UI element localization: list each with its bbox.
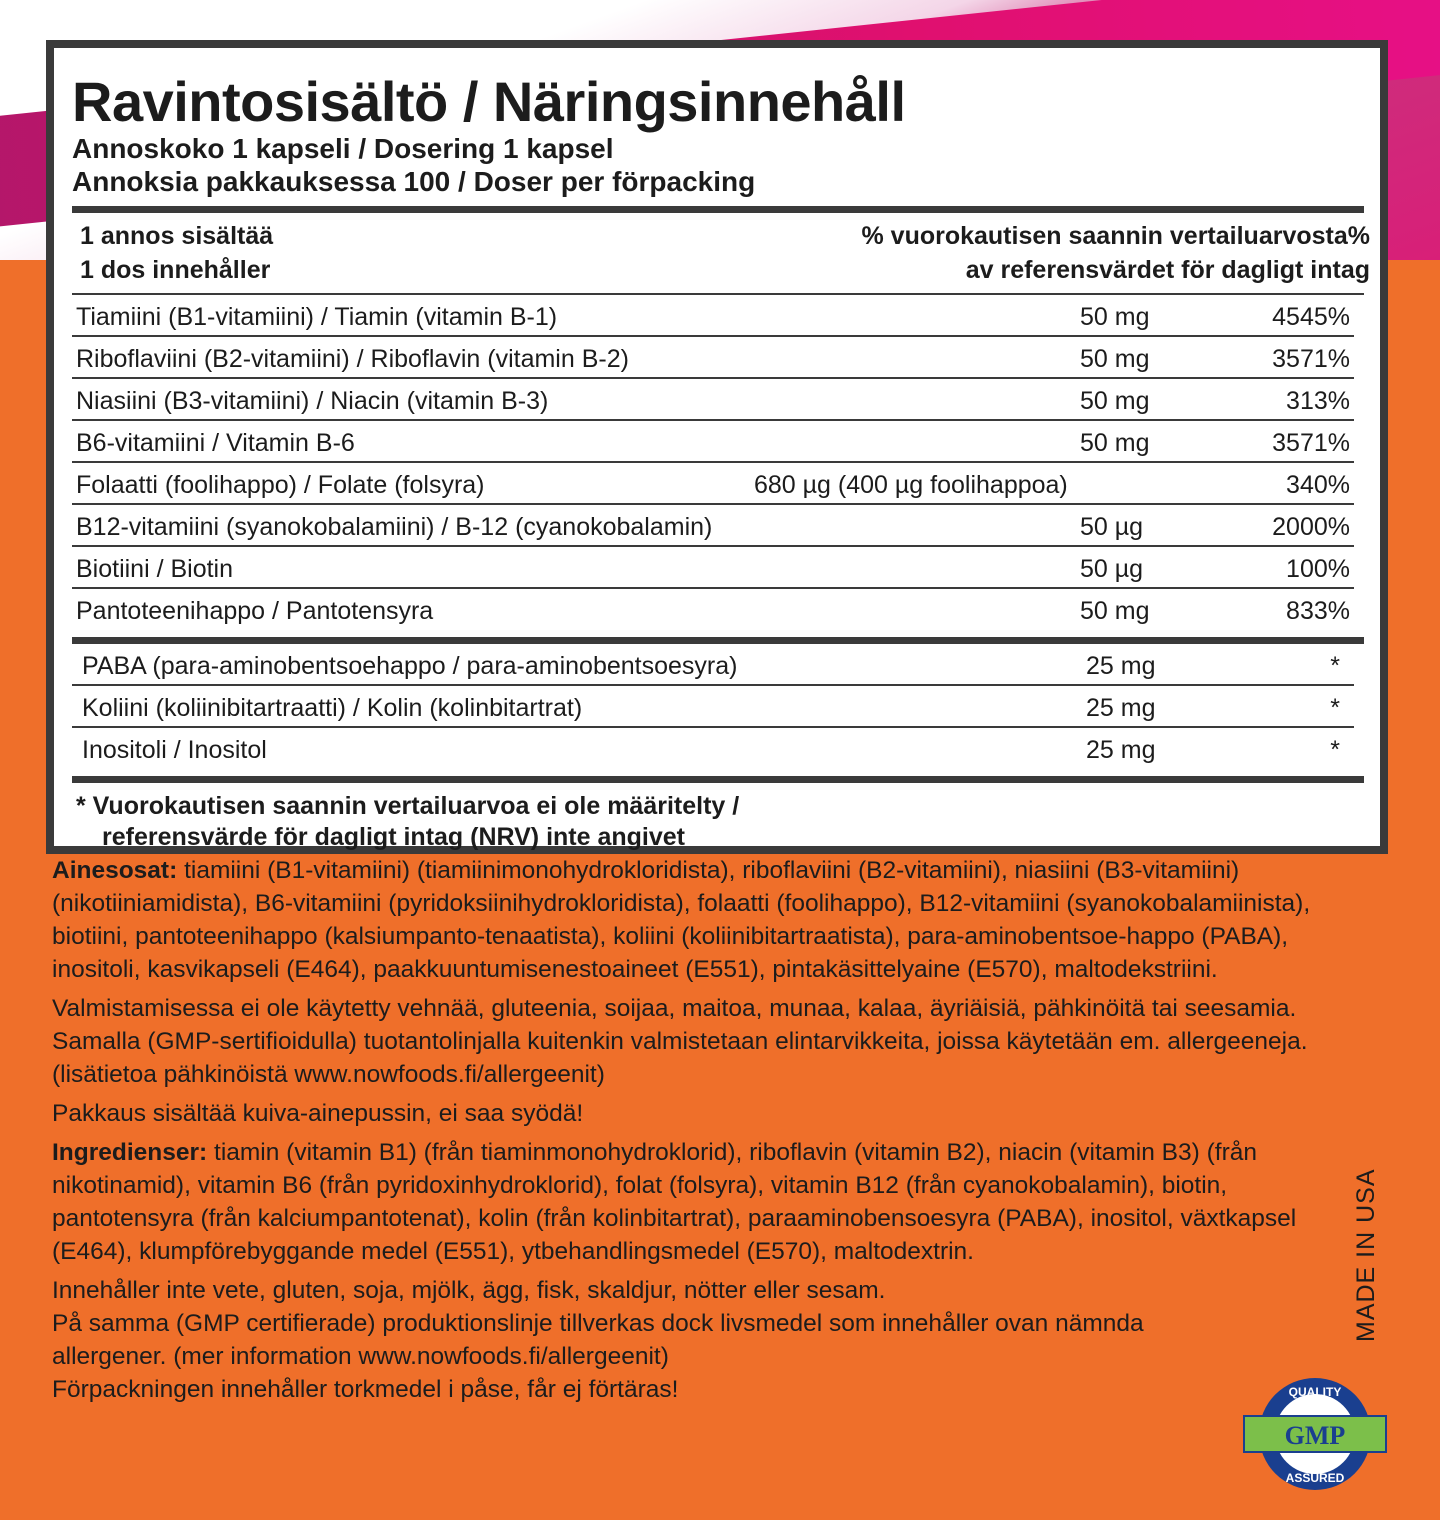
nutrient-name: B6-vitamiini / Vitamin B-6 — [76, 429, 355, 457]
nutrient-percent: 100% — [1286, 555, 1350, 583]
header-left-2: 1 dos innehåller — [80, 256, 271, 284]
table-row — [72, 686, 1354, 728]
nutrient-name: Biotiini / Biotin — [76, 555, 234, 583]
nutrient-amount: 50 mg — [1080, 387, 1150, 415]
servings-per-pack: Annoksia pakkauksessa 100 / Doser per förpacking — [72, 166, 756, 197]
gmp-top-text: QUALITY — [1288, 1385, 1342, 1399]
header-right-2: av referensvärdet för dagligt intag — [965, 256, 1370, 284]
sv-ingredients-label: Ingredienser: — [52, 1139, 208, 1166]
gmp-bottom-text: ASSURED — [1285, 1471, 1345, 1485]
header-left-1: 1 annos sisältää — [80, 222, 274, 250]
gmp-center-text: GMP — [1284, 1421, 1346, 1450]
sv-allergen-line-2: På samma (GMP certifierade) produktionslinje tillverkas dock livsmedel som innehåller ovan nämnda allergener. (mer information www.nowfoods.fi/allergeenit) — [52, 1310, 1144, 1370]
footnote-line-2: referensvärde för dagligt intag (NRV) inte angivet — [102, 823, 685, 851]
nutrient-percent: * — [1330, 736, 1340, 764]
sv-ingredients-text: tiamin (vitamin B1) (från tiaminmonohydroklorid), riboflavin (vitamin B2), niacin (vitamin B3) (från nikotinamid), vitamin B6 (från pyridoxinhydroklorid), folat (folsyra), vitamin B12 (från cyanokobalamin), biotin, pantotensyra (från kalciumpantotenat), kolin (från kolinbitartrat), paraaminobensoesyra (PABA), inositol, växtkapsel (E464), klumpförebyggande medel (E551), ytbehandlingsmedel (E570), maltodextrin. — [52, 1139, 1297, 1265]
nutrient-name: Inositoli / Inositol — [82, 736, 267, 764]
nutrient-name: Tiamiini (B1-vitamiini) / Tiamin (vitamin B-1) — [76, 303, 558, 331]
nutrient-percent: 2000% — [1272, 513, 1350, 541]
nutrient-amount: 50 mg — [1080, 303, 1150, 331]
nutrient-percent: 3571% — [1272, 345, 1350, 373]
table-row — [72, 337, 1354, 379]
nutrient-amount: 25 mg — [1086, 736, 1156, 764]
table-row — [72, 379, 1354, 421]
non-nrv-table — [72, 644, 1364, 768]
nutrient-amount: 25 mg — [1086, 694, 1156, 722]
nutrient-percent: 313% — [1286, 387, 1350, 415]
nutrient-percent: 340% — [1286, 471, 1350, 499]
nutrient-name: Niasiini (B3-vitamiini) / Niacin (vitamin B-3) — [76, 387, 549, 415]
divider-thick — [72, 776, 1364, 783]
table-row — [72, 589, 1354, 629]
nutrient-amount: 50 mg — [1080, 429, 1150, 457]
made-in-usa: MADE IN USA — [1352, 1168, 1380, 1342]
table-row — [72, 547, 1354, 589]
nutrient-name: B12-vitamiini (syanokobalamiini) / B-12 (cyanokobalamin) — [76, 513, 713, 541]
nutrient-percent: 833% — [1286, 597, 1350, 625]
table-row — [72, 728, 1354, 768]
nutrient-amount: 680 µg (400 µg foolihappoa) — [754, 471, 1068, 499]
nutrient-amount: 25 mg — [1086, 652, 1156, 680]
sv-desiccant-text: Förpackningen innehåller torkmedel i påse, får ej förtäras! — [52, 1376, 679, 1403]
footnote — [72, 783, 1364, 853]
nutrient-percent: * — [1330, 694, 1340, 722]
sv-ingredients — [52, 1136, 1302, 1268]
nutrient-percent: * — [1330, 652, 1340, 680]
nutrient-table — [72, 295, 1364, 629]
nutrient-percent: 4545% — [1272, 303, 1350, 331]
nutrient-amount: 50 µg — [1080, 555, 1144, 583]
sv-allergen-line-1: Innehåller inte vete, gluten, soja, mjölk, ägg, fisk, skaldjur, nötter eller sesam. — [52, 1277, 886, 1304]
nutrient-name: Folaatti (foolihappo) / Folate (folsyra) — [76, 471, 485, 499]
nutrient-name: Riboflaviini (B2-vitamiini) / Riboflavin (vitamin B-2) — [76, 345, 629, 373]
table-row — [72, 295, 1354, 337]
table-header — [72, 213, 1370, 293]
fi-allergen-text: Valmistamisessa ei ole käytetty vehnää, gluteenia, soijaa, maitoa, munaa, kalaa, äyriäisiä, pähkinöitä tai seesamia. Samalla (GMP-sertifioidulla) tuotantolinjalla kuitenkin valmistetaan elintarvikkeita, joissa käytetään em. allergeeneja. (lisätietoa pähkinöistä www.nowfoods.fi/allergeenit) — [52, 995, 1308, 1088]
table-row — [72, 463, 1354, 505]
table-row — [72, 644, 1354, 686]
footnote-line-1: * Vuorokautisen saannin vertailuarvoa ei ole määritelty / — [76, 792, 740, 820]
nutrient-name: Pantoteenihappo / Pantotensyra — [76, 597, 434, 625]
fi-desiccant-text: Pakkaus sisältää kuiva-ainepussin, ei saa syödä! — [52, 1100, 584, 1127]
divider-thick — [72, 637, 1364, 644]
nutrient-name: Koliini (koliinibitartraatti) / Kolin (kolinbitartrat) — [82, 694, 583, 722]
header-right-1: % vuorokautisen saannin vertailuarvosta% — [861, 222, 1370, 250]
nutrient-amount: 50 mg — [1080, 345, 1150, 373]
serving-size: Annoskoko 1 kapseli / Dosering 1 kapsel — [72, 133, 614, 164]
nutrient-name: PABA (para-aminobentsoehappo / para-aminobentsoesyra) — [82, 652, 738, 680]
fi-ingredients-text: tiamiini (B1-vitamiini) (tiamiinimonohydrokloridista), riboflaviini (B2-vitamiini), niasiini (B3-vitamiini) (nikotiiniamidista), B6-vitamiini (pyridoksiinihydrokloridista), folaatti (foolihappo), B12-vitamiini (syanokobalamiinista), biotiini, pantoteenihappo (kalsiumpanto-tenaatista), koliini (koliinibitartraatista), para-aminobentsoe-happo (PABA), inositoli, kasvikapseli (E464), paakkuuntumisenestoaineet (E551), pintakäsittelyaine (E570), maltodekstriini. — [52, 857, 1311, 983]
fi-ingredients — [52, 854, 1382, 986]
table-row — [72, 421, 1354, 463]
table-row — [72, 505, 1354, 547]
nutrient-amount: 50 mg — [1080, 597, 1150, 625]
nutrient-amount: 50 µg — [1080, 513, 1144, 541]
divider-thick — [72, 206, 1364, 213]
fi-ingredients-label: Ainesosat: — [52, 857, 178, 884]
gmp-quality-logo — [1240, 1374, 1390, 1494]
nutrient-percent: 3571% — [1272, 429, 1350, 457]
nutrition-panel — [46, 40, 1388, 854]
ingredients-section — [52, 854, 1382, 1406]
panel-title: Ravintosisältö / Näringsinnehåll — [72, 70, 906, 133]
